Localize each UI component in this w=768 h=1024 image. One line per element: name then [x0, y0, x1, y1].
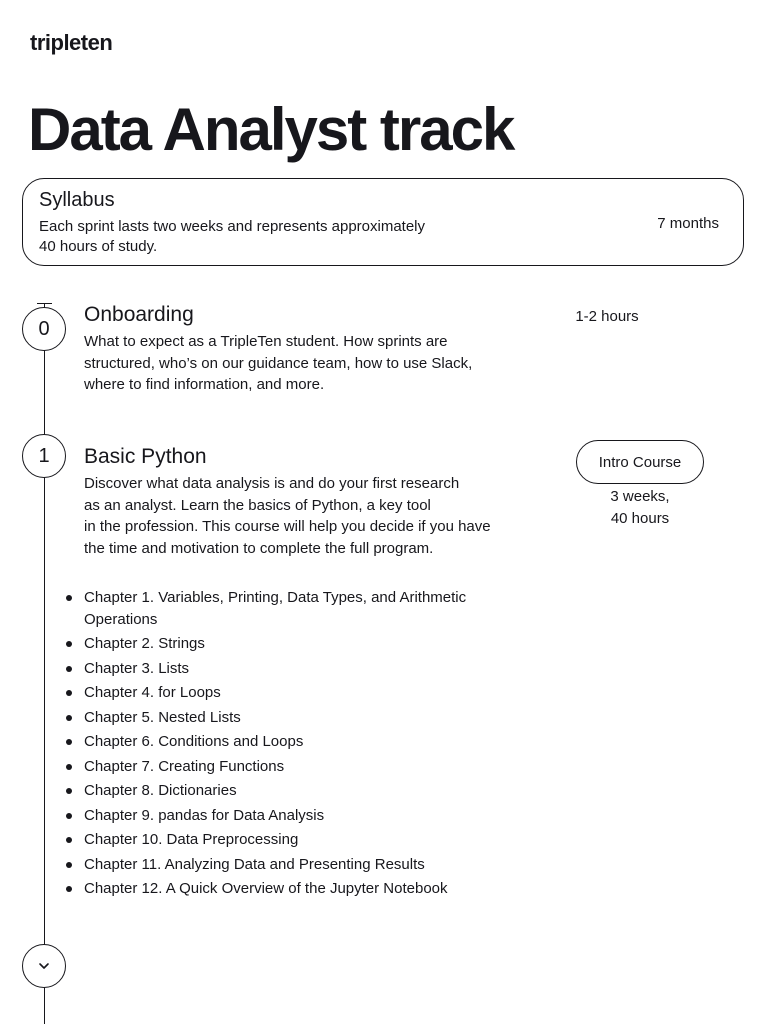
chapter-item: Chapter 11. Analyzing Data and Presenting Results: [64, 854, 504, 876]
syllabus-card: [22, 178, 744, 266]
duration-line: 40 hours: [610, 510, 670, 527]
syllabus-description-line: 40 hours of study.: [39, 238, 158, 255]
description-line: What to expect as a TripleTen student. How sprints are: [84, 333, 448, 350]
brand-logo[interactable]: tripleten: [30, 30, 113, 55]
chapter-list: [64, 587, 504, 903]
description-line: as an analyst. Learn the basics of Python, a key tool: [84, 496, 431, 514]
description-line: in the profession. This course will help you decide if you have: [84, 518, 491, 535]
page-title: Data Analyst track: [28, 96, 514, 163]
expand-button[interactable]: [22, 944, 66, 988]
timeline-cap: [37, 303, 52, 304]
syllabus-title: Syllabus: [39, 189, 115, 211]
chapter-item: Chapter 6. Conditions and Loops: [64, 731, 504, 753]
chapter-item: Chapter 12. A Quick Overview of the Jupyter Notebook: [64, 878, 504, 900]
chevron-down-icon: [38, 962, 50, 970]
timeline-line: [44, 303, 45, 1024]
description-line: Discover what data analysis is and do your first research: [84, 475, 460, 492]
basic-python-duration: [590, 486, 690, 530]
syllabus-description-line: Each sprint lasts two weeks and represents approximately: [39, 218, 426, 235]
duration-line: 3 weeks,: [610, 488, 670, 505]
section-title-basic-python: Basic Python: [84, 445, 207, 468]
description-line: where to find information, and more.: [84, 376, 325, 393]
section-description-basic-python: [84, 473, 491, 559]
chapter-item: Chapter 1. Variables, Printing, Data Types, and Arithmetic Operations: [64, 587, 504, 630]
section-description-onboarding: [84, 331, 472, 396]
chapter-item: Chapter 2. Strings: [64, 633, 504, 655]
syllabus-duration: 7 months: [657, 215, 719, 232]
onboarding-duration: 1-2 hours: [575, 308, 639, 325]
step-number-0: 0: [22, 307, 66, 351]
chapter-item: Chapter 8. Dictionaries: [64, 780, 504, 802]
syllabus-description: [39, 217, 489, 257]
chapter-item: Chapter 7. Creating Functions: [64, 756, 504, 778]
chapter-item: Chapter 3. Lists: [64, 658, 504, 680]
chapter-item: Chapter 4. for Loops: [64, 682, 504, 704]
chapter-item: Chapter 5. Nested Lists: [64, 707, 504, 729]
description-line: structured, who’s on our guidance team, how to use Slack,: [84, 354, 473, 372]
chapter-item: Chapter 9. pandas for Data Analysis: [64, 805, 504, 827]
chapter-item: Chapter 10. Data Preprocessing: [64, 829, 504, 851]
section-title-onboarding: Onboarding: [84, 303, 194, 326]
intro-course-badge[interactable]: Intro Course: [576, 440, 704, 484]
description-line: the time and motivation to complete the full program.: [84, 539, 434, 557]
step-number-1: 1: [22, 434, 66, 478]
